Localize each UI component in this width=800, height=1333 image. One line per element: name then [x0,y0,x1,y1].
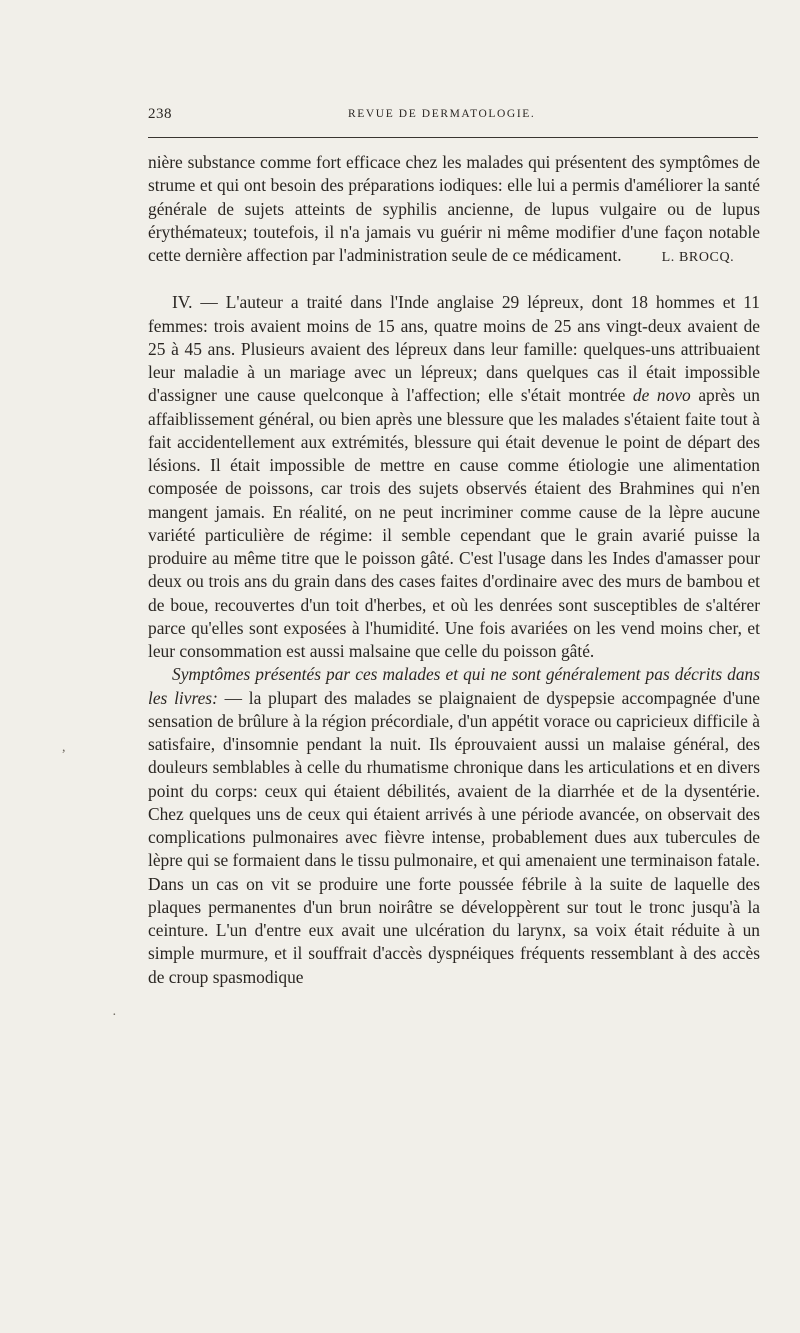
paragraph-3-text: — la plupart des malades se plaignaient de dyspepsie accompagnée d'une sensation de brûlure à la région précordiale, d'un appétit vorace ou capricieux difficile à satisfaire, d'insomnie pendant la nuit. Ils éprouvaient aussi un malaise général, des douleurs semblables à celle du rhumatisme chronique dans les articulations et en divers point du corps: ceux qui étaient débilités, avaient de la diarrhée et de la dysentérie. Chez quelques uns de ceux qui étaient arrivés à une période avancée, on observait des complications pulmonaires avec fièvre intense, probablement dues aux tubercules de lèpre qui se formaient dans le tissu pulmonaire, et qui amenaient une terminaison fatale. Dans un cas on vit se produire une forte poussée fébrile à la suite de laquelle des plaques permanentes d'un brun noirâtre se développèrent sur tout le tronc jusqu'à la ceinture. L'un d'entre eux avait une ulcération du larynx, sa voix était réduite à un simple murmure, et il souffrait d'accès dyspnéiques fréquents ressemblant à des accès de croup spasmodique [148,687,760,987]
paragraph-1 [148,151,760,269]
body-text [148,151,760,989]
page-number: 238 [148,106,172,122]
paragraph-3-heading: Symptômes présentés par ces malades et qui ne sont généralement pas décrits dans les livres: [148,664,760,708]
margin-dot: · [112,1008,117,1023]
paragraph-3 [148,663,760,989]
running-head [148,106,758,128]
paragraph-2-text-b: après un affaiblissement général, ou bien après une blessure que les malades s'étaient faite tout à fait accidentellement aux extrémités, blessure qui était devenue le point de départ des lésions. Il était impossible de mettre en cause comme étiologie une alimentation composée de poissons, car trois des sujets observés étaient des Brahmines qui n'en mangent jamais. En réalité, on ne peut incriminer comme cause de la lèpre aucune variété particulière de régime: il semble cependant que le grain avarié puisse la produire au même titre que le poisson gâté. C'est l'usage dans les Indes d'amasser pour deux ou trois ans du grain dans des cases faites d'ordinaire avec des murs de bambou et de boue, recouvertes d'un toit d'herbes, et où les denrées sont susceptibles de s'altérer parce qu'elles sont exposées à l'humidité. Une fois avariées on les vend moins cher, et leur consommation est aussi malsaine que celle du poisson gâté. [148,385,760,661]
paragraph-2-italic: de novo [632,385,691,406]
journal-title: REVUE DE DERMATOLOGIE. [348,108,536,120]
author-signature: L. BROCQ. [661,250,735,265]
paragraph-2-text-a: IV. — L'auteur a traité dans l'Inde anglaise 29 lépreux, dont 18 hommes et 11 femmes: trois avaient moins de 15 ans, quatre moins de 25 ans vingt-deux avaient de 25 à 45 ans. Plusieurs avaient des lépreux dans leur famille: quelques-uns attribuaient leur maladie à un mariage avec un lépreux; dans quelques cas il était impossible d'assigner une cause quelconque à l'affection; elle s'était montrée [148,292,760,406]
header-rule [148,137,758,138]
margin-mark: , [62,740,66,755]
paragraph-2 [148,291,760,663]
paragraph-1-text: nière substance comme fort efficace chez les malades qui présentent des symptômes de strume et qui ont besoin des préparations iodiques: elle lui a permis d'améliorer la santé générale de sujets atteints de syphilis ancienne, de lupus vulgaire ou de lupus érythémateux; toutefois, il n'a jamais vu guérir ni même modifier d'une façon notable cette dernière affection par l'administration seule de ce médicament. [148,152,760,265]
section-gap [148,269,760,291]
